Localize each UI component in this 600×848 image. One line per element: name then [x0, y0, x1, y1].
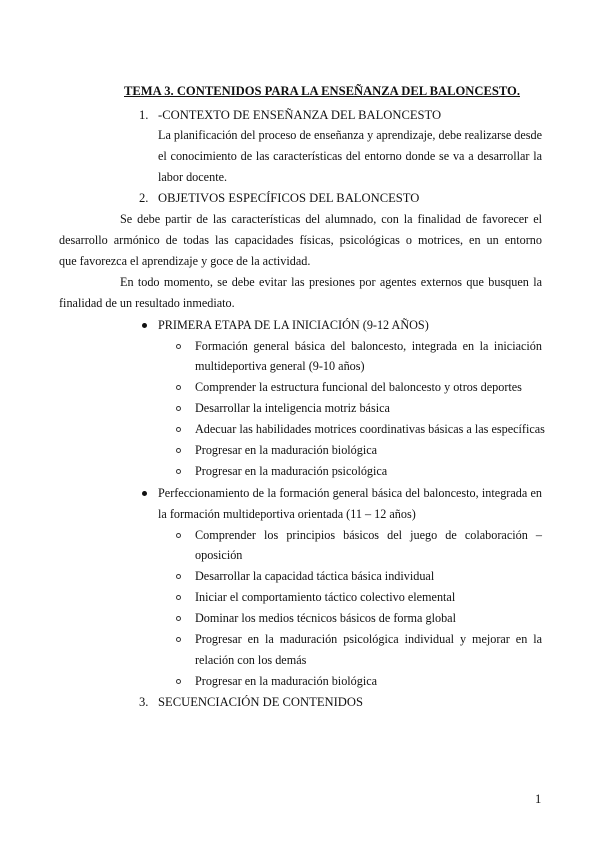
stage-2-item-4: Dominar los medios técnicos básicos de forma global [195, 611, 456, 625]
section-1-heading: -CONTEXTO DE ENSEÑANZA DEL BALONCESTO [158, 108, 442, 122]
section-3-number: 3. [139, 695, 149, 709]
paragraph-2-line-2: finalidad de un resultado inmediato. [59, 296, 235, 310]
page-title: TEMA 3. CONTENIDOS PARA LA ENSEÑANZA DEL BALONCESTO. [124, 84, 520, 98]
circle-bullet-icon [176, 679, 181, 684]
page-number: 1 [535, 792, 542, 806]
paragraph-1-line-2: desarrollo armónico de todas las capacidades físicas, psicológicas o motrices, en un entorno [59, 233, 542, 247]
section-1-line-2: el conocimiento de las características del entorno donde se va a desarrollar la [158, 149, 542, 163]
stage-2-heading-line-1: Perfeccionamiento de la formación general básica del baloncesto, integrada en [158, 486, 542, 500]
stage-2-item-5-line-2: relación con los demás [195, 653, 307, 667]
stage-1-item-4: Adecuar las habilidades motrices coordinativas básicas a las específicas [195, 422, 545, 436]
section-2-heading: OBJETIVOS ESPECÍFICOS DEL BALONCESTO [158, 191, 420, 205]
section-1-line-1: La planificación del proceso de enseñanza y aprendizaje, debe realizarse desde [158, 128, 543, 142]
section-1-line-3: labor docente. [158, 170, 228, 184]
circle-bullet-icon [176, 406, 181, 411]
paragraph-1-line-3: que favorezca el aprendizaje y goce de la actividad. [59, 254, 311, 268]
stage-1-item-1-line-2: multideportiva general (9-10 años) [195, 359, 365, 373]
stage-1-item-3: Desarrollar la inteligencia motriz básica [195, 401, 390, 415]
bullet-icon [142, 491, 147, 496]
stage-1-item-1-line-1: Formación general básica del baloncesto, integrada en la iniciación [195, 339, 542, 353]
stage-1-item-5: Progresar en la maduración biológica [195, 443, 378, 457]
circle-bullet-icon [176, 427, 181, 432]
paragraph-2-line-1: En todo momento, se debe evitar las presiones por agentes externos que busquen la [120, 275, 542, 289]
section-1-number: 1. [139, 108, 149, 122]
stage-2-item-5-line-1: Progresar en la maduración psicológica individual y mejorar en la [195, 632, 542, 646]
stage-2-item-6: Progresar en la maduración biológica [195, 674, 378, 688]
stage-1-heading: PRIMERA ETAPA DE LA INICIACIÓN (9-12 AÑOS) [158, 318, 429, 332]
circle-bullet-icon [176, 637, 181, 642]
bullet-icon [142, 323, 147, 328]
stage-2-item-3: Iniciar el comportamiento táctico colectivo elemental [195, 590, 456, 604]
circle-bullet-icon [176, 616, 181, 621]
stage-2-item-1-line-1: Comprender los principios básicos del juego de colaboración – [195, 528, 542, 542]
stage-1-item-6: Progresar en la maduración psicológica [195, 464, 388, 478]
section-2-number: 2. [139, 191, 149, 205]
section-3-heading: SECUENCIACIÓN DE CONTENIDOS [158, 695, 363, 709]
circle-bullet-icon [176, 385, 181, 390]
stage-2-item-1-line-2: oposición [195, 548, 243, 562]
circle-bullet-icon [176, 533, 181, 538]
circle-bullet-icon [176, 469, 181, 474]
circle-bullet-icon [176, 448, 181, 453]
circle-bullet-icon [176, 344, 181, 349]
circle-bullet-icon [176, 574, 181, 579]
circle-bullet-icon [176, 595, 181, 600]
stage-1-item-2: Comprender la estructura funcional del baloncesto y otros deportes [195, 380, 522, 394]
stage-2-heading-line-2: la formación multideportiva orientada (11 – 12 años) [158, 507, 416, 521]
paragraph-1-line-1: Se debe partir de las características del alumnado, con la finalidad de favorecer el [120, 212, 542, 226]
stage-2-item-2: Desarrollar la capacidad táctica básica individual [195, 569, 435, 583]
